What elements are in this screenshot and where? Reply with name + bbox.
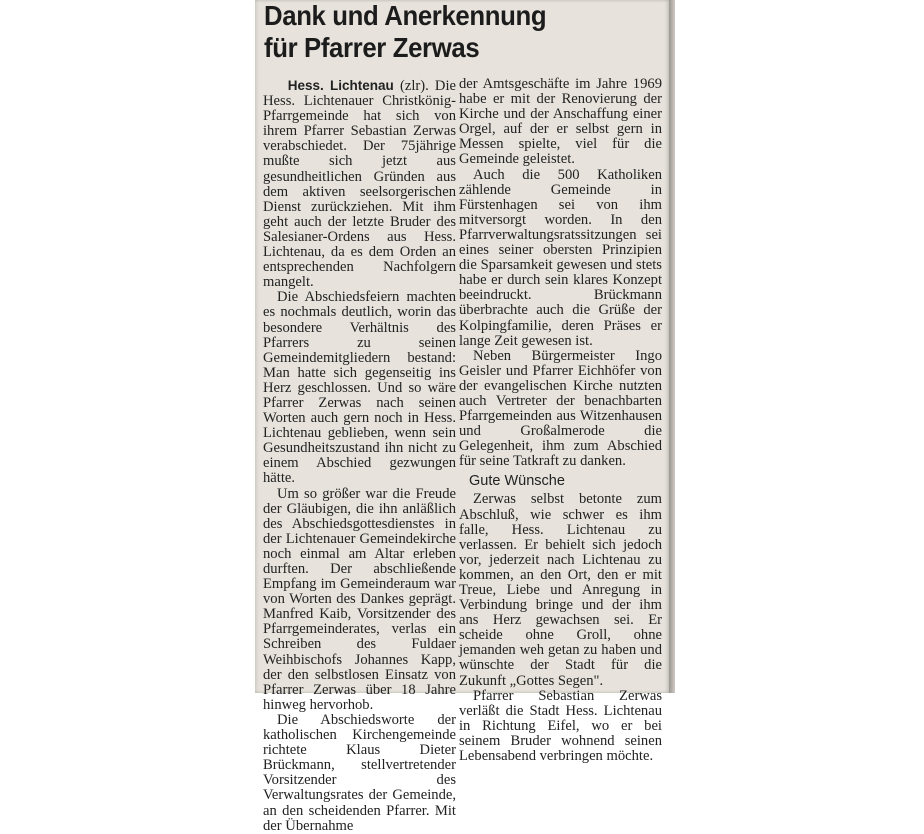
article-column-left xyxy=(263,78,456,834)
intro-text: (zlr). Die Hess. Lichtenauer Christkönig-Pfarrgemeinde hat sich von ihrem Pfarrer Sebastian Zerwas verabschiedet. Der 75jährige mußte sich jetzt aus gesundheitlichen Gründen aus dem aktiven seelsorgerischen Dienst zurückziehen. Mit ihm geht auch der letzte Bruder des Salesianer-Ordens aus Hess. Lichtenau, da es dem Orden an entsprechenden Nachfolgern mangelt. xyxy=(263,78,457,291)
paragraph: Neben Bürgermeister Ingo Geisler und Pfarrer Eichhöfer von der evangelischen Kirche nutzten auch Vertreter der benachbarten Pfarrgemeinden aus Witzenhausen und Großalmerode die Gelegenheit, ihm zum Abschied für seine Tatkraft zu danken. xyxy=(459,347,662,470)
paragraph: Zerwas selbst betonte zum Abschluß, wie schwer es ihm falle, Hess. Lichtenau zu verlassen. Er behielt sich jedoch vor, jederzeit nach Lichtenau zu kommen, an den Ort, den er mit Treue, Liebe und Anregung in Verbindung bringe und der ihm ans Herz gewachsen sei. Er scheide ohne Groll, ohne jemanden weh getan zu haben und wünschte der Stadt für die Zukunft „Gottes Segen". xyxy=(459,491,662,689)
paragraph: Die Abschiedsfeiern machten es nochmals deutlich, worin das besondere Verhältnis des Pfarrers zu seinen Gemeindemitgliedern bestand: Man hatte sich gegenseitig ins Herz geschlossen. Und so wäre Pfarrer Zerwas nach seinen Worten auch gern noch in Hess. Lichtenau geblieben, wenn sein Gesundheitszustand ihn nicht zu einem Abschied gezwungen hätte. xyxy=(263,289,456,487)
paragraph: der Amtsgeschäfte im Jahre 1969 habe er mit der Renovierung der Kirche und der Anschaffung einer Orgel, auf der er selbst gern in Messen spielte, viel für die Gemeinde geleistet. xyxy=(459,76,662,168)
paragraph: Auch die 500 Katholiken zählende Gemeinde in Fürstenhagen sei von ihm mitversorgt worden. In den Pfarrverwaltungsratssitzungen sei eines seiner obersten Prinzipien die Sparsamkeit gewesen und stets habe er durch sein klares Konzept beeindruckt. Brückmann überbrachte auch die Grüße der Kolpingfamilie, deren Präses er lange Zeit gewesen ist. xyxy=(459,166,662,349)
headline-line-1: Dank und Anerkennung xyxy=(264,0,547,31)
paper-edge xyxy=(669,0,675,693)
subheading: Gute Wünsche xyxy=(469,473,565,490)
newspaper-clipping xyxy=(255,0,669,834)
paragraph: Die Abschiedsworte der katholischen Kirchengemeinde richtete Klaus Dieter Brückmann, stellvertretender Vorsitzender des Verwaltungsrates der Gemeinde, an den scheidenden Pfarrer. Mit der Übernahme xyxy=(263,711,456,834)
paragraph: Um so größer war die Freude der Gläubigen, die ihn anläßlich des Abschiedsgottesdienstes in der Lichtenauer Gemeindekirche noch einmal am Altar erleben durften. Der abschließende Empfang im Gemeinderaum war von Worten des Dankes geprägt. Manfred Kaib, Vorsitzender des Pfarrgemeinderates, verlas ein Schreiben des Fuldaer Weihbischofs Johannes Kapp, der den selbstlosen Einsatz von Pfarrer Zerwas über 18 Jahre hinweg hervorhob. xyxy=(263,485,456,713)
headline-line-2: für Pfarrer Zerwas xyxy=(264,32,480,63)
dateline-place: Hess. Lichtenau xyxy=(287,78,394,93)
article-headline xyxy=(264,0,632,64)
paragraph-intro xyxy=(263,78,456,290)
article-column-right xyxy=(459,77,662,764)
paragraph: Pfarrer Sebastian Zerwas verläßt die Stadt Hess. Lichtenau in Richtung Eifel, wo er bei seinem Bruder wohnend seinen Lebensabend verbringen möchte. xyxy=(459,687,662,765)
